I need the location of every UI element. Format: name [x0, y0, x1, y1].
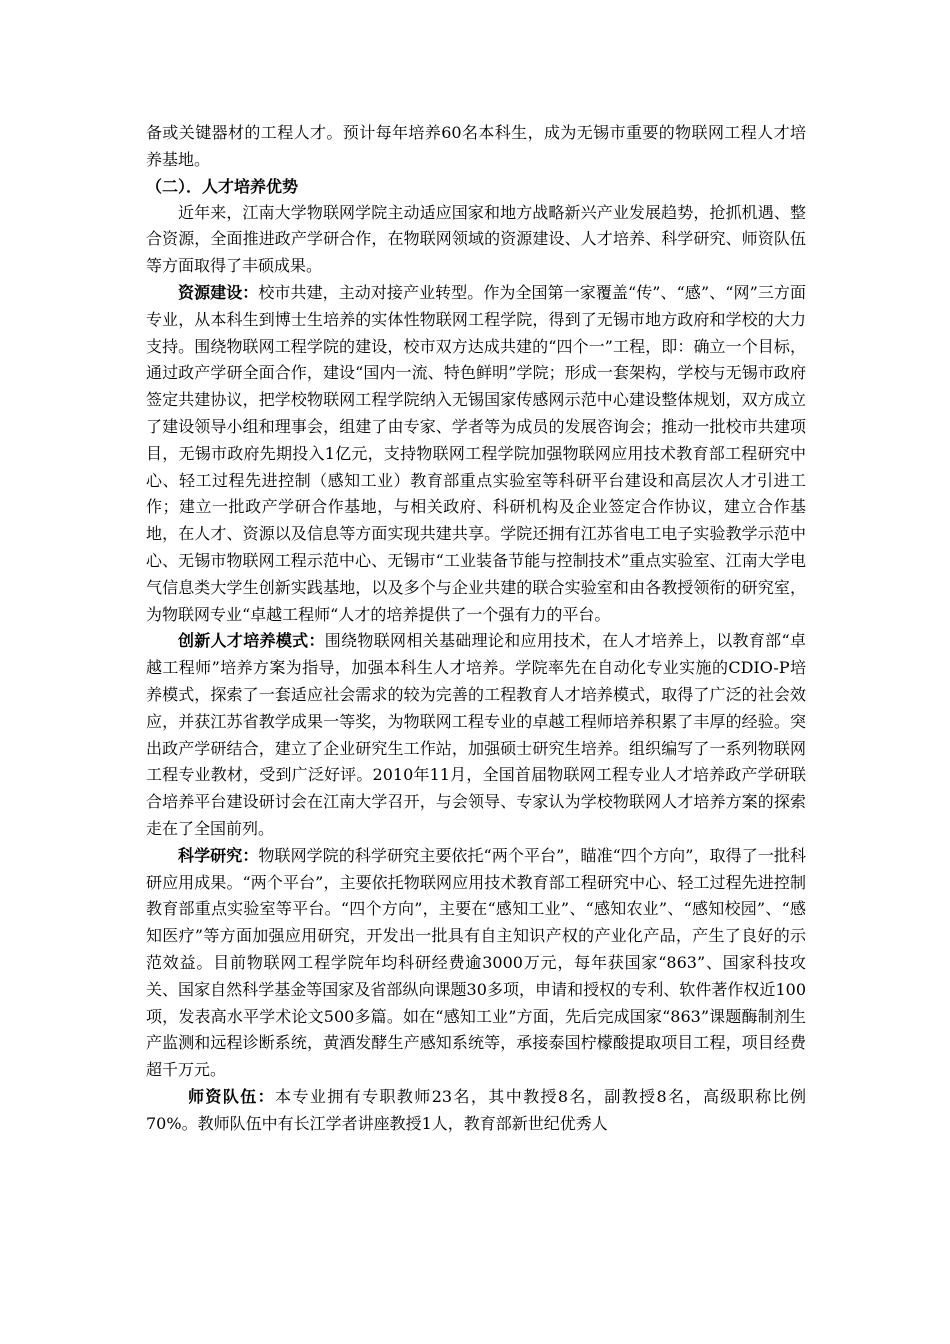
paragraph-intro: 近年来，江南大学物联网学院主动适应国家和地方战略新兴产业发展趋势，抢抓机遇、整合资源，全面推进政产学研合作，在物联网领域的资源建设、人才培养、科学研究、师资队伍等方面取得了丰硕成果。: [146, 202, 806, 276]
body-talent-model: 围绕物联网相关基础理论和应用技术，在人才培养上，以教育部“卓越工程师”培养方案为指导，加强本科生人才培养。学院率先在自动化专业实施的CDIO-P培养模式，探索了一套适应社会需求的较为完善的工程教育人才培养模式，取得了广泛的社会效应，并获江苏省教学成果一等奖，为物联网工程专业的卓越工程师培养积累了丰厚的经验。突出政产学研结合，建立了企业研究生工作站，加强硕士研究生培养。组织编写了一系列物联网工程专业教材，受到广泛好评。2010年11月，全国首届物联网工程专业人才培养政产学研联合培养平台建设研讨会在江南大学召开，与会领导、专家认为学校物联网人才培养方案的探索走在了全国前列。: [146, 631, 806, 838]
lead-resource-building: 资源建设：: [178, 282, 259, 302]
paragraph-research: [146, 843, 806, 1084]
body-faculty: 本专业拥有专职教师23名，其中教授8名，副教授8名，高级职称比例70%。教师队伍中有长江学者讲座教授1人，教育部新世纪优秀人: [146, 1086, 806, 1133]
body-research: 物联网学院的科学研究主要依托“两个平台”，瞄准“四个方向”，取得了一批科研应用成果。“两个平台”，主要依托物联网应用技术教育部工程研究中心、轻工过程先进控制教育部重点实验室等平台。“四个方向”，主要在“感知工业”、“感知农业”、“感知校园”、“感知医疗”等方面加强应用研究，开发出一批具有自主知识产权的产业化产品，产生了良好的示范效益。目前物联网工程学院年均科研经费逾3000万元，每年获国家“863”、国家科技攻关、国家自然科学基金等国家及省部纵向课题30多项，申请和授权的专利、软件著作权近100项，发表高水平学术论文500多篇。如在“感知工业”方面，先后完成国家“863”课题酶制剂生产监测和远程诊断系统，黄酒发酵生产感知系统等，承接泰国柠檬酸提取项目工程，项目经费超千万元。: [146, 845, 806, 1080]
section-heading: （二）．人才培养优势: [146, 176, 299, 196]
paragraph-resource-building: [146, 280, 806, 628]
paragraph-continuation: 备或关键器材的工程人才。预计每年培养60名本科生，成为无锡市重要的物联网工程人才培养基地。: [146, 123, 806, 169]
paragraph-faculty: [146, 1084, 806, 1138]
lead-research: 科学研究：: [178, 845, 259, 865]
lead-faculty: 师资队伍：: [188, 1086, 276, 1106]
lead-talent-model: 创新人才培养模式：: [178, 631, 325, 651]
body-resource-building: 校市共建，主动对接产业转型。作为全国第一家覆盖“传”、“感”、“网”三方面专业，从本科生到博士生培养的实体性物联网工程学院，得到了无锡市地方政府和学校的大力支持。围绕物联网工程学院的建设，校市双方达成共建的“四个一”工程，即：确立一个目标，通过政产学研全面合作，建设“国内一流、特色鲜明”学院；形成一套架构，学校与无锡市政府签定共建协议，把学校物联网工程学院纳入无锡国家传感网示范中心建设整体规划，双方成立了建设领导小组和理事会，组建了由专家、学者等为成员的发展咨询会；推动一批校市共建项目，无锡市政府先期投入1亿元，支持物联网工程学院加强物联网应用技术教育部工程研究中心、轻工过程先进控制（感知工业）教育部重点实验室等科研平台建设和高层次人才引进工作；建立一批政产学研合作基地，与相关政府、科研机构及企业签定合作协议，建立合作基地，在人才、资源以及信息等方面实现共建共享。学院还拥有江苏省电工电子实验教学示范中心、无锡市物联网工程示范中心、无锡市“工业装备节能与控制技术”重点实验室、江南大学电气信息类大学生创新实践基地，以及多个与企业共建的联合实验室和由各教授领衔的研究室，为物联网专业“卓越工程师“人才的培养提供了一个强有力的平台。: [146, 282, 806, 624]
document-body: [146, 120, 806, 1137]
paragraph-talent-model: [146, 628, 806, 842]
